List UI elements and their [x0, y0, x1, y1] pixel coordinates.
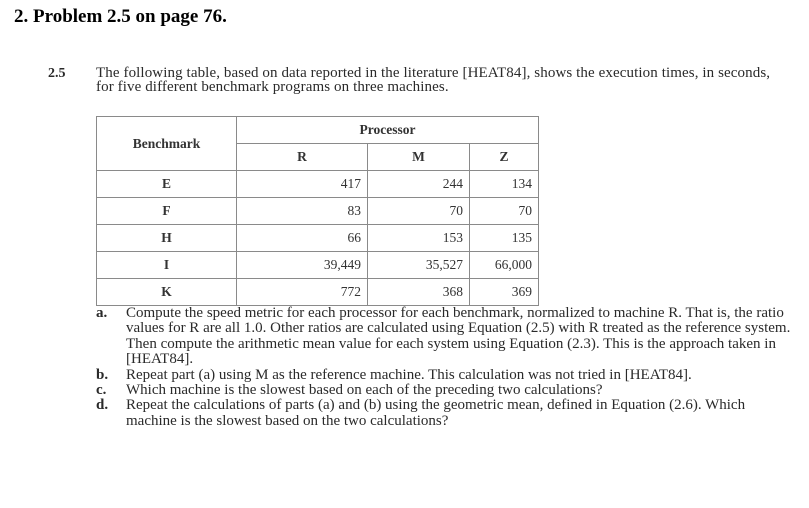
part-label: b.	[96, 366, 109, 383]
cell-value: 70	[470, 198, 539, 225]
part-label: a.	[96, 305, 108, 321]
cell-value: 83	[237, 198, 368, 225]
processor-header: Processor	[237, 117, 539, 144]
table-row	[97, 252, 539, 279]
cell-value: 135	[470, 225, 539, 252]
cell-value: 70	[368, 198, 470, 225]
part-text: Which machine is the slowest based on each of the preceding two calculations?	[126, 382, 603, 399]
table-row	[97, 171, 539, 198]
cell-value: 417	[237, 171, 368, 198]
benchmark-table	[96, 116, 539, 306]
list-item	[96, 368, 796, 383]
problem-statement: The following table, based on data reported in the literature [HEAT84], shows the execution times, in seconds, for five different benchmark programs on three machines.	[96, 65, 771, 95]
cell-value: 244	[368, 171, 470, 198]
table-row	[97, 225, 539, 252]
cell-value: 134	[470, 171, 539, 198]
column-header-z: Z	[470, 144, 539, 171]
table-row	[97, 198, 539, 225]
problem-parts	[96, 306, 796, 429]
part-text: Repeat part (a) using M as the reference machine. This calculation was not tried in [HEAT84].	[126, 366, 692, 383]
table-row	[97, 279, 539, 306]
list-item	[96, 398, 796, 429]
part-label: c.	[96, 382, 107, 399]
benchmark-header: Benchmark	[97, 117, 237, 171]
page-heading: 2. Problem 2.5 on page 76.	[14, 6, 227, 27]
row-label: H	[97, 225, 237, 252]
cell-value: 368	[368, 279, 470, 306]
cell-value: 369	[470, 279, 539, 306]
column-header-r: R	[237, 144, 368, 171]
cell-value: 66	[237, 225, 368, 252]
problem-number: 2.5	[48, 66, 66, 81]
row-label: F	[97, 198, 237, 225]
column-header-m: M	[368, 144, 470, 171]
row-label: I	[97, 252, 237, 279]
part-label: d.	[96, 397, 109, 414]
list-item	[96, 306, 796, 368]
cell-value: 39,449	[237, 252, 368, 279]
cell-value: 66,000	[470, 252, 539, 279]
part-text: Compute the speed metric for each processor for each benchmark, normalized to machine R. That is, the ratio values for R are all 1.0. Other ratios are calculated using Equation (2.5) with R treated as the reference system. Then compute the arithmetic mean value for each system using Equation (2.3). This is the approach taken in [HEAT84].	[126, 305, 791, 368]
row-label: E	[97, 171, 237, 198]
part-text: Repeat the calculations of parts (a) and (b) using the geometric mean, defined in Equation (2.6). Which machine is the slowest based on the two calculations?	[126, 397, 746, 429]
list-item	[96, 383, 796, 398]
cell-value: 772	[237, 279, 368, 306]
row-label: K	[97, 279, 237, 306]
cell-value: 35,527	[368, 252, 470, 279]
cell-value: 153	[368, 225, 470, 252]
